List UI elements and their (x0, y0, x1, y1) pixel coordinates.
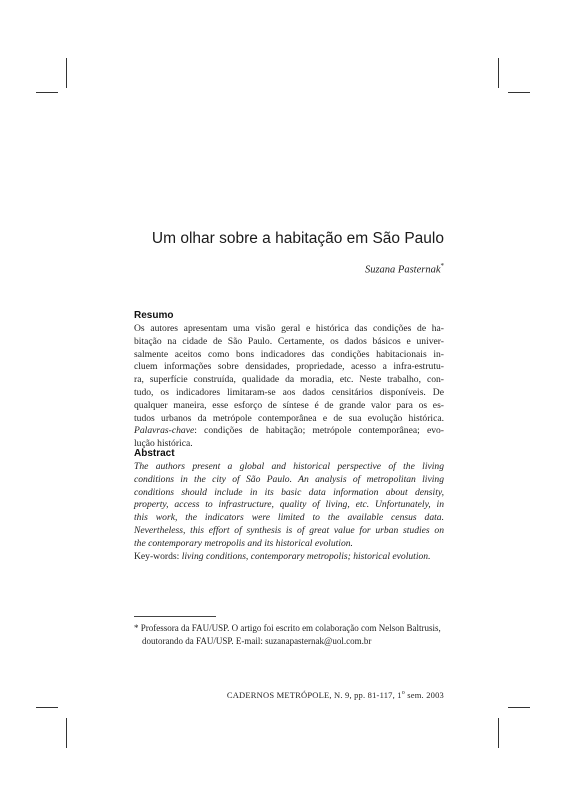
resumo-line: tudos urbanos da metrópole contemporânea e de sua evolução histórica. (134, 412, 444, 424)
crop-mark (498, 718, 499, 748)
article-title: Um olhar sobre a habitação em São Paulo (151, 230, 444, 247)
abstract-keywords: Key-words: living conditions, contemporary metropolis; historical evolution. (134, 550, 431, 562)
journal-footer: CADERNOS METRÓPOLE, N. 9, pp. 81-117, 1$^o$ sem. 2003 (226, 690, 444, 700)
resumo-line: bitação na cidade de São Paulo. Certamente, os dados básicos e univer- (134, 335, 444, 347)
footnote-rule (134, 616, 216, 617)
crop-mark (508, 707, 530, 708)
crop-mark (508, 92, 530, 93)
resumo-keywords-end: lução histórica. (134, 438, 193, 450)
footnote-line: * Professora da FAU/USP. O artigo foi escrito em colaboração com Nelson Baltrusis, (134, 623, 441, 633)
resumo-text (134, 323, 444, 451)
resumo-line: qualquer maneira, esse esforço de síntese é de grande valor para os es- (134, 399, 444, 411)
crop-mark (498, 58, 499, 88)
crop-mark (66, 718, 67, 748)
crop-mark (66, 58, 67, 88)
resumo-line: tudo, os indicadores limitaram-se aos dados censitários disponíveis. De (134, 386, 444, 398)
resumo-heading: Resumo (134, 310, 174, 321)
abstract-text (134, 461, 444, 563)
abstract-line: The authors present a global and historical perspective of the living (134, 461, 444, 472)
abstract-line: property, access to infrastructure, quality of living, etc. Unfortunately, in (134, 499, 444, 511)
crop-mark (36, 707, 58, 708)
resumo-keywords: Palavras-chave: condições de habitação; metrópole contemporânea; evo- (134, 425, 444, 437)
resumo-line: salmente aceitos como bons indicadores das condições habitacionais in- (134, 348, 444, 360)
footnote-line: doutorando da FAU/USP. E-mail: suzanapasternak@uol.com.br (142, 635, 372, 646)
abstract-line: conditions in the city of São Paulo. An analysis of metropolitan living (134, 473, 444, 485)
abstract-heading: Abstract (134, 448, 175, 459)
abstract-line: the contemporary metropolis and its historical evolution. (134, 537, 353, 549)
resumo-line: cluem informações sobre densidades, propriedade, acesso a infra-estrutu- (134, 361, 444, 373)
abstract-line: Nevertheless, this effort of synthesis is of great value for urban studies on (134, 524, 444, 536)
resumo-line: Os autores apresentam uma visão geral e histórica das condições de ha- (134, 323, 444, 334)
abstract-line: conditions should include in its basic data information about density, (134, 486, 444, 498)
crop-mark (36, 92, 58, 93)
footnote (134, 622, 444, 647)
author-name: Suzana Pasternak* (364, 262, 444, 276)
abstract-line: this work, the indicators were limited to the available census data. (134, 512, 444, 524)
resumo-line: ra, superfície construída, qualidade da moradia, etc. Neste trabalho, con- (134, 374, 444, 386)
